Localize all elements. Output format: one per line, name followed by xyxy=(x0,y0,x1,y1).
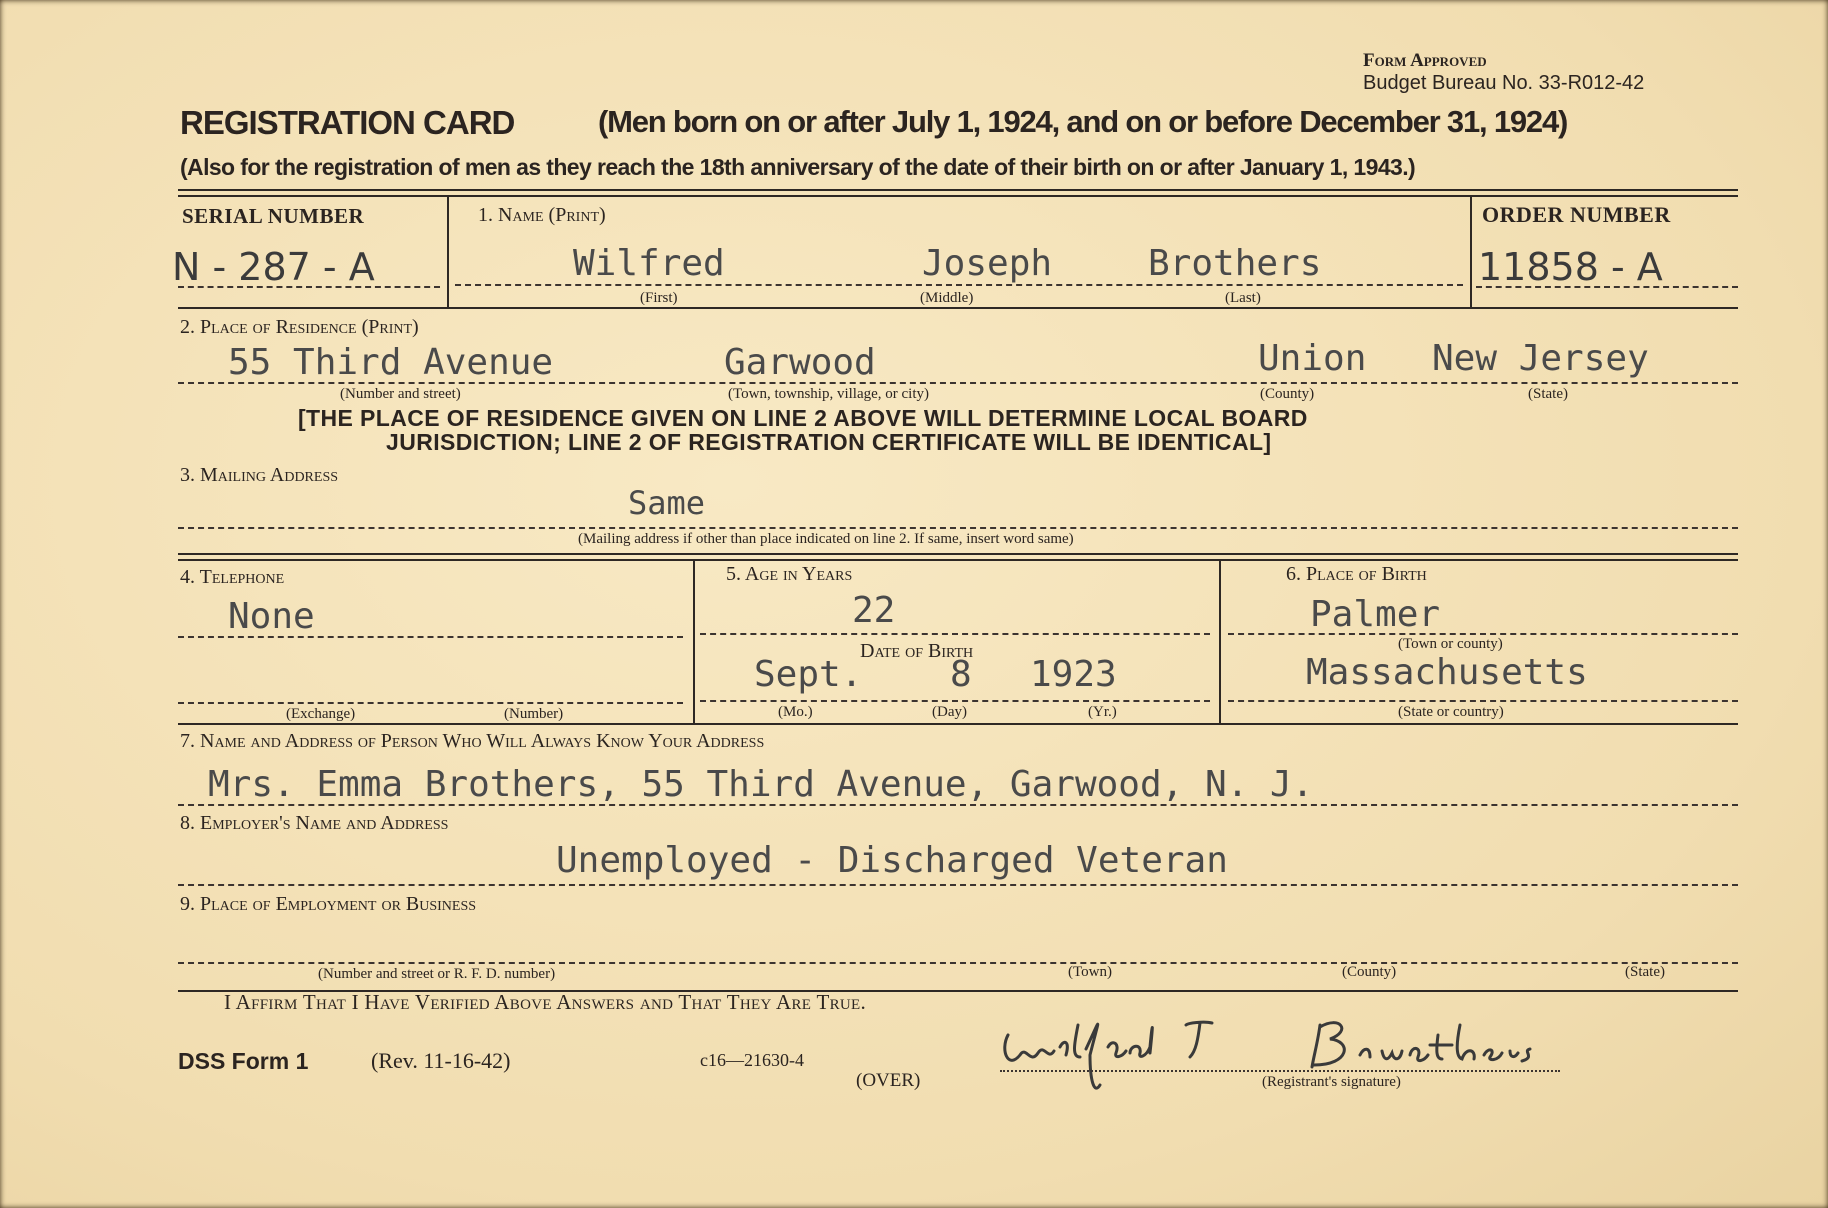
employer-value: Unemployed - Discharged Veteran xyxy=(556,840,1228,881)
rule xyxy=(178,195,1738,197)
contact-value: Mrs. Emma Brothers, 55 Third Avenue, Garwood, N. J. xyxy=(208,764,1314,805)
residence-street: 55 Third Avenue xyxy=(228,342,554,383)
employment-place-label: 9. Place of Employment or Business xyxy=(180,893,477,915)
form-approved: Form Approved xyxy=(1363,50,1487,71)
employment-county-caption: (County) xyxy=(1342,964,1397,980)
order-line xyxy=(1476,286,1738,288)
serial-label: SERIAL NUMBER xyxy=(182,204,365,228)
birthplace-state-caption: (State or country) xyxy=(1398,704,1504,720)
residence-label: 2. Place of Residence (Print) xyxy=(180,316,419,338)
mailing-caption: (Mailing address if other than place indicated on line 2. If same, insert word same) xyxy=(578,531,1074,547)
divider xyxy=(693,561,695,723)
form-id: DSS Form 1 xyxy=(178,1048,309,1074)
residence-state: New Jersey xyxy=(1432,338,1649,379)
name-label: 1. Name (Print) xyxy=(478,204,606,226)
birthplace-state-line xyxy=(1228,700,1738,702)
mailing-value: Same xyxy=(628,484,706,522)
order-label: ORDER NUMBER xyxy=(1482,202,1671,227)
employment-state-caption: (State) xyxy=(1625,964,1665,980)
dob-label: Date of Birth xyxy=(860,640,974,662)
serial-line xyxy=(178,286,440,288)
card-title-note: (Men born on or after July 1, 1924, and on or before December 31, 1924) xyxy=(598,104,1568,139)
telephone-value: None xyxy=(228,596,315,637)
mailing-label: 3. Mailing Address xyxy=(180,464,339,486)
telephone-line xyxy=(178,636,683,638)
last-caption: (Last) xyxy=(1225,290,1261,306)
rule xyxy=(178,553,1738,555)
rule xyxy=(178,189,1738,191)
state-caption: (State) xyxy=(1528,386,1568,402)
residence-county: Union xyxy=(1258,338,1367,379)
rule xyxy=(178,559,1738,561)
street-caption: (Number and street) xyxy=(340,386,461,402)
dob-line xyxy=(700,700,1210,702)
order-value: 11858 - A xyxy=(1478,245,1663,289)
mo-caption: (Mo.) xyxy=(778,704,813,720)
affirmation: I Affirm That I Have Verified Above Answers and That They Are True. xyxy=(224,990,867,1014)
middle-caption: (Middle) xyxy=(920,290,974,306)
serial-value: N - 287 - A xyxy=(172,245,375,289)
name-middle: Joseph xyxy=(922,243,1053,284)
age-label: 5. Age in Years xyxy=(726,563,853,585)
first-caption: (First) xyxy=(640,290,678,306)
employment-place-line xyxy=(178,962,1738,964)
name-line xyxy=(455,284,1463,286)
age-value: 22 xyxy=(852,590,896,631)
divider xyxy=(447,197,449,307)
birthplace-label: 6. Place of Birth xyxy=(1286,563,1427,585)
telephone-label: 4. Telephone xyxy=(180,566,285,588)
exchange-caption: (Exchange) xyxy=(286,706,356,722)
employment-street-caption: (Number and street or R. F. D. number) xyxy=(318,966,556,982)
day-caption: (Day) xyxy=(932,704,967,720)
name-first: Wilfred xyxy=(573,243,725,284)
number-caption: (Number) xyxy=(504,706,564,722)
residence-town: Garwood xyxy=(724,342,876,383)
yr-caption: (Yr.) xyxy=(1088,704,1117,720)
telephone-line-2 xyxy=(178,702,683,704)
birthplace-town: Palmer xyxy=(1310,594,1441,635)
name-last: Brothers xyxy=(1148,243,1322,284)
print-code: c16—21630-4 xyxy=(700,1050,804,1070)
employer-line xyxy=(178,884,1738,886)
birthplace-state: Massachusetts xyxy=(1306,652,1588,693)
rule xyxy=(178,723,1738,725)
birthplace-town-caption: (Town or county) xyxy=(1398,636,1503,652)
over-note: (OVER) xyxy=(856,1070,921,1091)
signature-line xyxy=(1000,1070,1560,1072)
residence-notice-1: [THE PLACE OF RESIDENCE GIVEN ON LINE 2 ABOVE WILL DETERMINE LOCAL BOARD xyxy=(298,405,1308,431)
rule xyxy=(178,307,1738,309)
form-revision: (Rev. 11-16-42) xyxy=(371,1048,511,1073)
employer-label: 8. Employer's Name and Address xyxy=(180,812,449,834)
county-caption: (County) xyxy=(1260,386,1315,402)
contact-label: 7. Name and Address of Person Who Will Always Know Your Address xyxy=(180,730,765,752)
signature-caption: (Registrant's signature) xyxy=(1262,1074,1401,1090)
divider xyxy=(1470,197,1472,307)
dob-day: 8 xyxy=(950,654,972,695)
employment-town-caption: (Town) xyxy=(1068,964,1112,980)
dob-month: Sept. xyxy=(754,654,863,695)
residence-notice-2: JURISDICTION; LINE 2 OF REGISTRATION CERTIFICATE WILL BE IDENTICAL] xyxy=(386,429,1272,455)
mailing-line xyxy=(178,527,1738,529)
card-title: REGISTRATION CARD xyxy=(180,104,515,141)
age-line xyxy=(700,633,1210,635)
residence-line xyxy=(178,382,1738,384)
birthplace-town-line xyxy=(1228,633,1738,635)
divider xyxy=(1219,561,1221,723)
card-subtitle: (Also for the registration of men as they reach the 18th anniversary of the date of their birth on or after January 1, 1943.) xyxy=(180,154,1416,180)
contact-line xyxy=(178,804,1738,806)
town-caption: (Town, township, village, or city) xyxy=(728,386,929,402)
dob-year: 1923 xyxy=(1030,654,1117,695)
budget-bureau: Budget Bureau No. 33-R012-42 xyxy=(1363,72,1645,94)
